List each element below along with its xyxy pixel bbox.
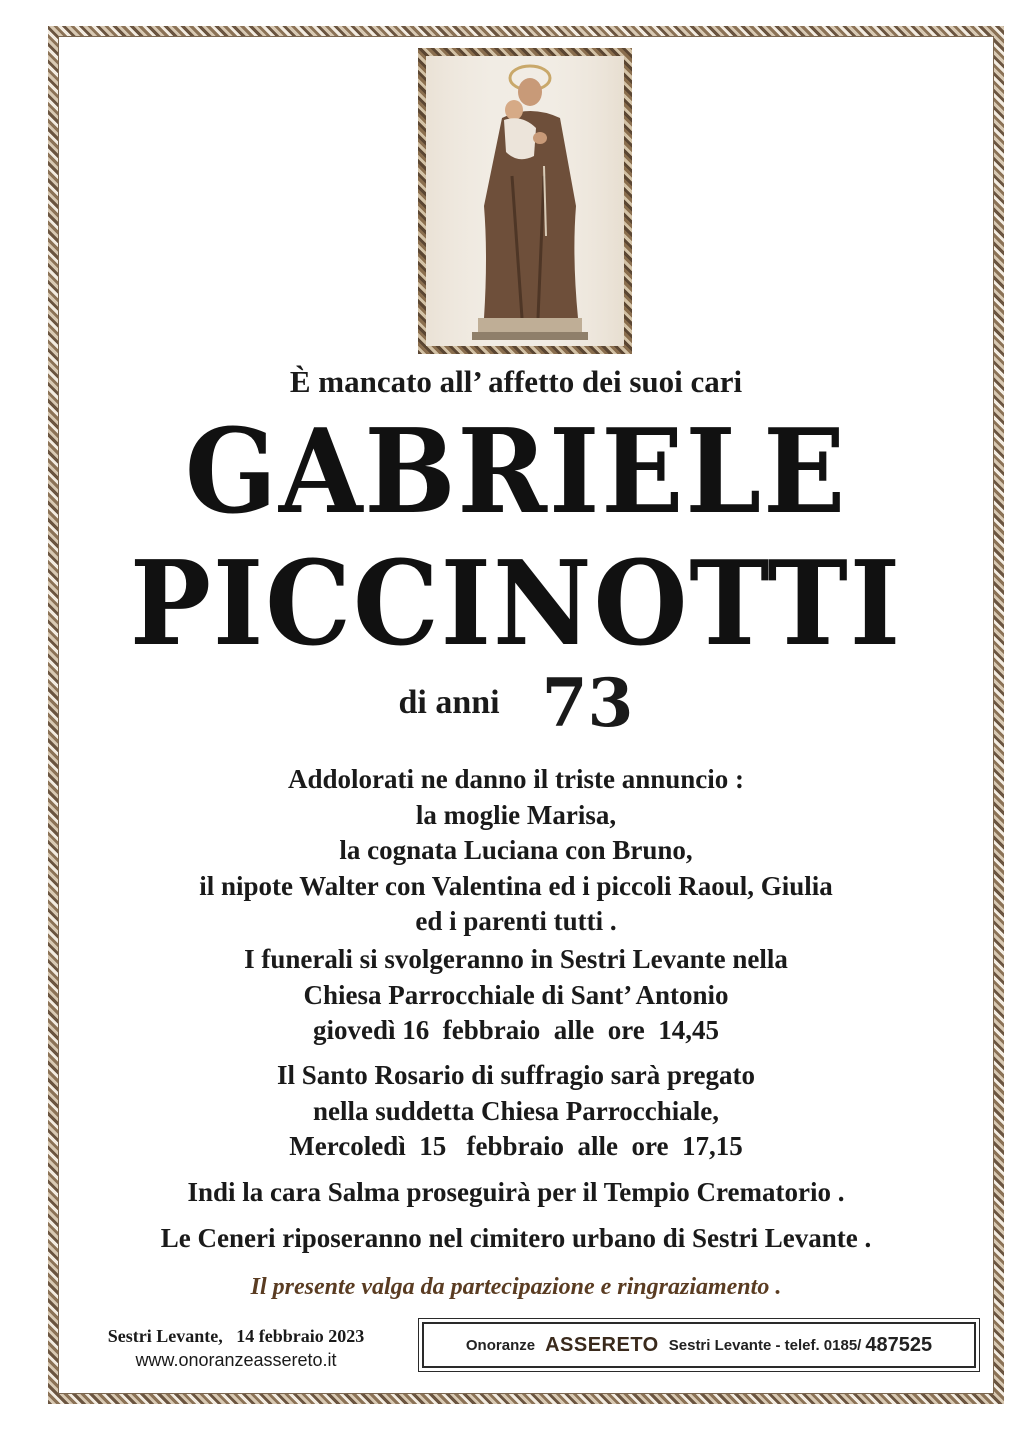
last-name: PICCINOTTI (129, 536, 903, 672)
rosary-line: nella suddetta Chiesa Parrocchiale, (313, 1095, 719, 1126)
age-value: 73 (541, 664, 634, 742)
announcement-line: Addolorati ne danno il triste annuncio : (287, 764, 745, 794)
footer-left (86, 1324, 386, 1372)
funeral-line: Chiesa Parrocchiale di Sant’ Antonio (303, 979, 729, 1010)
announcement-block (60, 762, 972, 940)
funeral-block (60, 942, 972, 1049)
funeral-line: I funerali si svolgeranno in Sestri Levante nella (244, 944, 788, 974)
funeral-home-brand: ASSERETO (545, 1333, 659, 1356)
saint-portrait-image (418, 48, 632, 354)
ceneri-line: Le Ceneri riposeranno nel cimitero urbano di Sestri Levante . (160, 1223, 872, 1253)
first-name: GABRIELE (184, 404, 848, 540)
funeral-home-prefix: Onoranze (465, 1336, 536, 1354)
rosary-block (60, 1058, 972, 1165)
rosary-line: Il Santo Rosario di suffragio sarà pregato (276, 1060, 755, 1090)
announcement-line: la cognata Luciana con Bruno, (339, 835, 693, 865)
closing-note: Il presente valga da partecipazione e ringraziamento . (250, 1274, 782, 1300)
announcement-line: il nipote Walter con Valentina ed i piccoli Raoul, Giulia (199, 870, 833, 901)
place-date: Sestri Levante, 14 febbraio 2023 (107, 1326, 365, 1346)
age-label: di anni (398, 684, 500, 721)
website-link[interactable]: www.onoranzeassereto.it (135, 1350, 337, 1370)
intro-line: È mancato all’ affetto dei suoi cari (289, 364, 743, 399)
announcement-line: la moglie Marisa, (415, 799, 617, 830)
salma-line: Indi la cara Salma proseguirà per il Tempio Crematorio . (187, 1177, 845, 1207)
phone-number: 487525 (865, 1333, 933, 1356)
announcement-line: ed i parenti tutti . (415, 906, 617, 936)
funeral-home-box (422, 1322, 976, 1368)
funeral-home-location-phone: Sestri Levante - telef. 0185/ (668, 1336, 862, 1354)
saint-statue-illustration (426, 56, 624, 346)
funeral-line: giovedì 16 febbraio alle ore 14,45 (313, 1015, 719, 1045)
age-row (60, 664, 972, 742)
rosary-line: Mercoledì 15 febbraio alle ore 17,15 (289, 1131, 743, 1161)
